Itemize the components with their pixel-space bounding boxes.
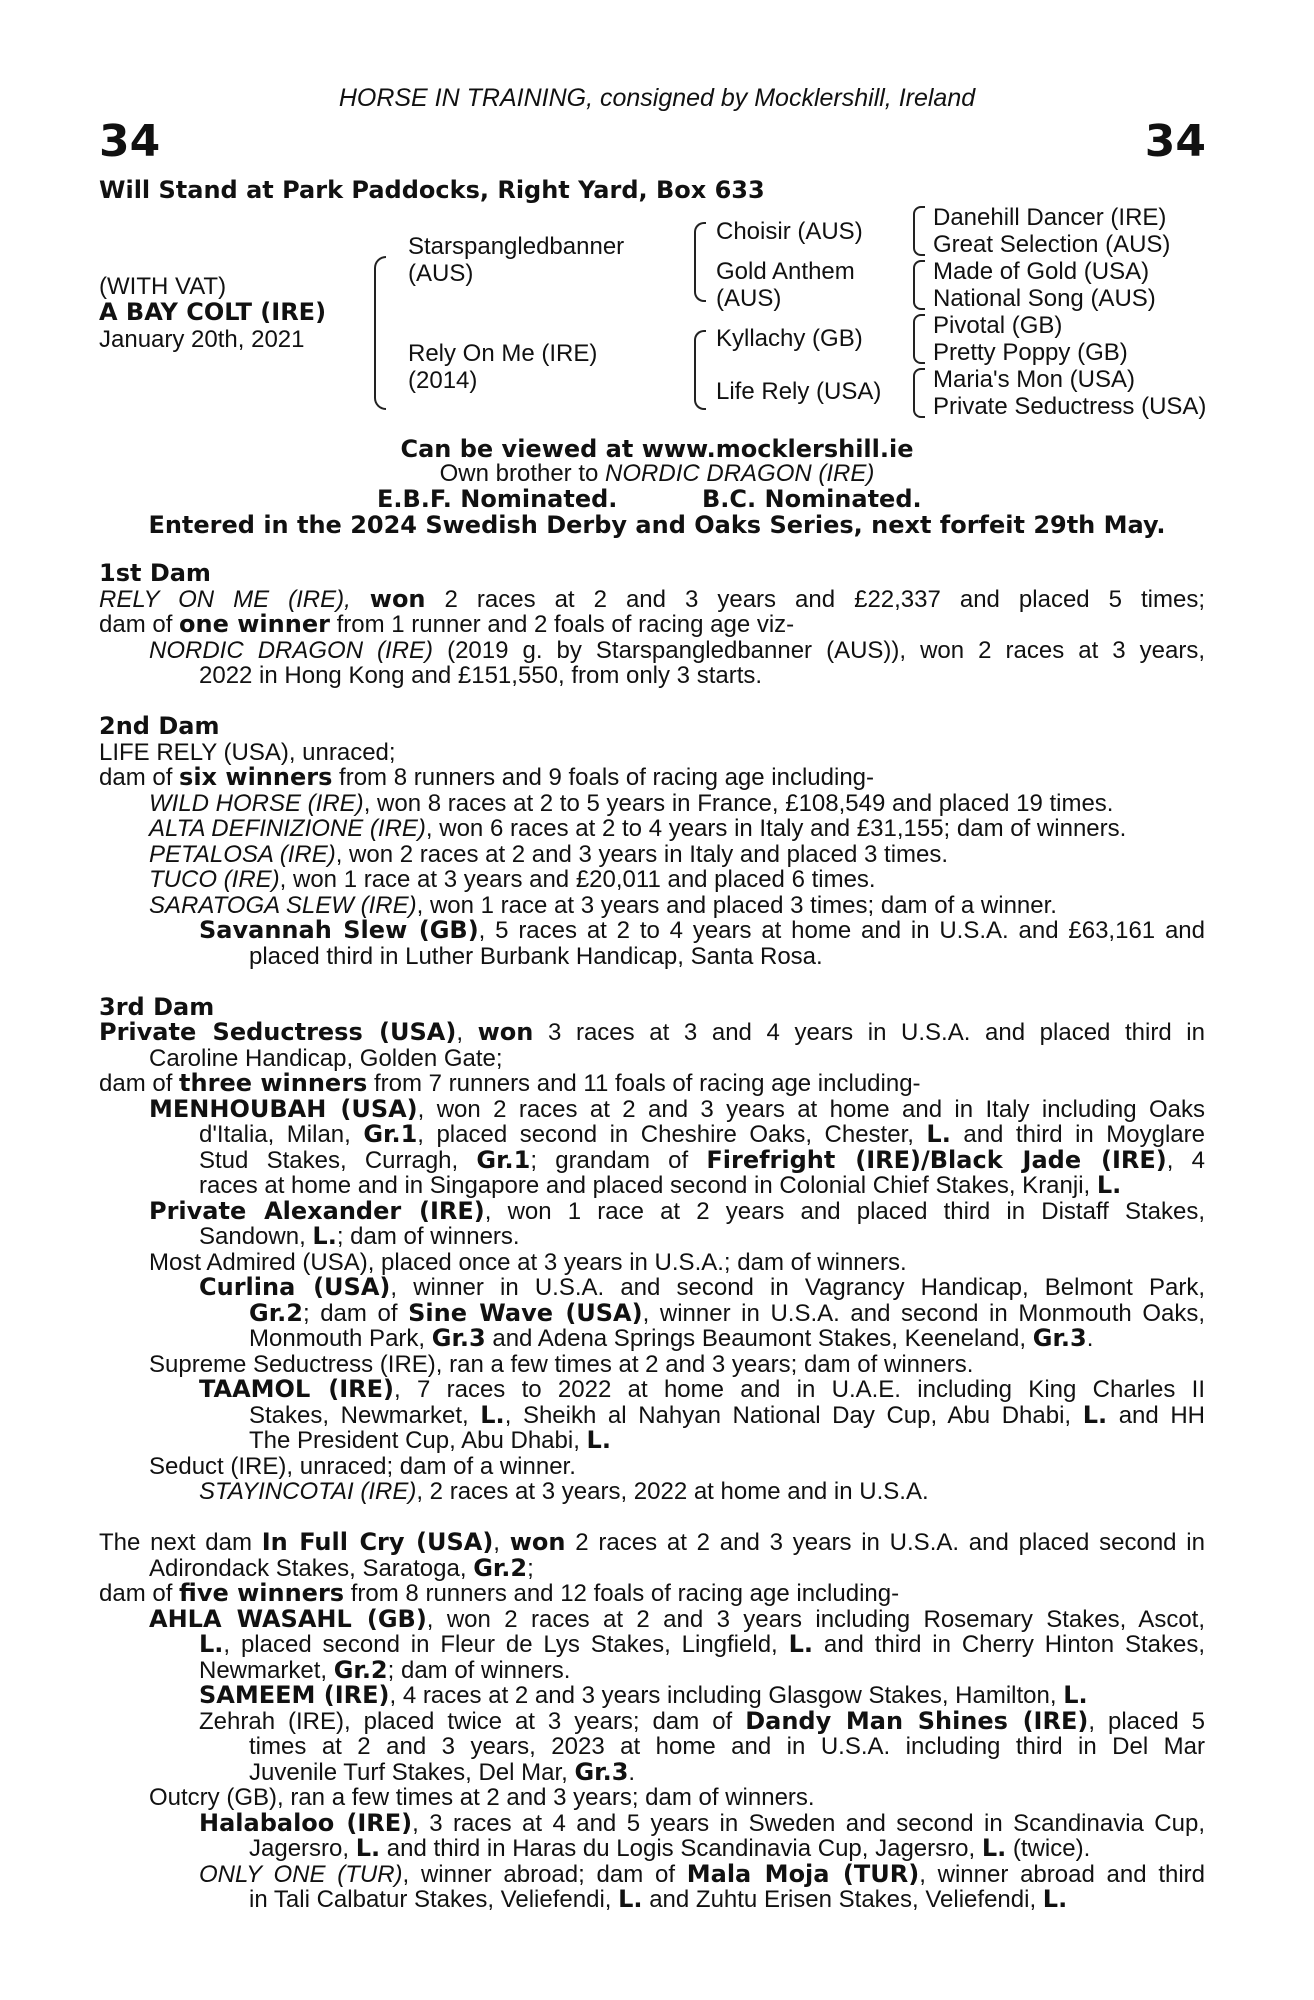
pedigree-brace-ss bbox=[913, 206, 925, 256]
horse-dob: January 20th, 2021 bbox=[99, 326, 305, 353]
second-dam-line: dam of six winners from 8 runners and 9 foals of racing age including- bbox=[99, 763, 875, 791]
ss-sire: Danehill Dancer (IRE) bbox=[933, 204, 1167, 231]
viewing-note: Can be viewed at www.mocklershill.ie bbox=[400, 435, 914, 463]
bc-nomination: B.C. Nominated. bbox=[702, 485, 922, 513]
brother-prefix: Own brother to bbox=[439, 460, 606, 487]
sd-dam: National Song (AUS) bbox=[933, 285, 1156, 312]
second-dam-line: ALTA DEFINIZIONE (IRE), won 6 races at 2 to 4 years in Italy and £31,155; dam of winners. bbox=[149, 815, 1127, 842]
sire-dam bbox=[716, 258, 855, 312]
third-dam-line: TAAMOL (IRE), 7 races to 2022 at home and in U.A.E. including King Charles II bbox=[199, 1375, 1205, 1403]
next-dam-line: Halabaloo (IRE), 3 races at 4 and 5 years in Sweden and second in Scandinavia Cup, bbox=[199, 1808, 1205, 1837]
vat-label: (WITH VAT) bbox=[99, 273, 227, 300]
first-dam-heading: 1st Dam bbox=[99, 559, 211, 587]
next-dam-line: in Tali Calbatur Stakes, Veliefendi, L. and Zuhtu Erisen Stakes, Veliefendi, L. bbox=[249, 1885, 1068, 1913]
third-dam-line: The President Cup, Abu Dhabi, L. bbox=[249, 1426, 611, 1454]
horse-name: A BAY COLT (IRE) bbox=[99, 298, 327, 326]
next-dam-line: times at 2 and 3 years, 2023 at home and in U.S.A. including third in Del Mar bbox=[249, 1733, 1205, 1760]
next-dam-line: AHLA WASAHL (GB), won 2 races at 2 and 3 years including Rosemary Stakes, Ascot, bbox=[149, 1604, 1206, 1633]
ds-dam: Pretty Poppy (GB) bbox=[933, 339, 1128, 366]
entries-note: Entered in the 2024 Swedish Derby and Oaks Series, next forfeit 29th May. bbox=[148, 511, 1166, 539]
third-dam-line: Most Admired (USA), placed once at 3 years in U.S.A.; dam of winners. bbox=[149, 1248, 907, 1276]
third-dam-line: Seduct (IRE), unraced; dam of a winner. bbox=[149, 1452, 576, 1480]
third-dam-line: races at home and in Singapore and placed second in Colonial Chief Stakes, Kranji, L. bbox=[199, 1171, 1122, 1199]
sire-dam-name: Gold Anthem bbox=[716, 258, 855, 285]
third-dam-line: Sandown, L.; dam of winners. bbox=[199, 1222, 520, 1250]
third-dam-line: STAYINCOTAI (IRE), 2 races at 3 years, 2022 at home and in U.S.A. bbox=[199, 1478, 929, 1505]
ss-dam: Great Selection (AUS) bbox=[933, 231, 1171, 258]
second-dam-line: PETALOSA (IRE), won 2 races at 2 and 3 years in Italy and placed 3 times. bbox=[149, 840, 949, 868]
next-dam-line: SAMEEM (IRE), 4 races at 2 and 3 years including Glasgow Stakes, Hamilton, L. bbox=[199, 1681, 1088, 1709]
next-dam-line: Zehrah (IRE), placed twice at 3 years; dam of Dandy Man Shines (IRE), placed 5 bbox=[199, 1706, 1206, 1735]
brother-note bbox=[0, 460, 1314, 488]
third-dam-heading: 3rd Dam bbox=[99, 992, 215, 1021]
next-dam-line: The next dam In Full Cry (USA), won 2 races at 2 and 3 years in U.S.A. and placed second in bbox=[99, 1528, 1205, 1556]
second-dam-line: placed third in Luther Burbank Handicap, Santa Rosa. bbox=[249, 942, 823, 970]
next-dam-line: L., placed second in Fleur de Lys Stakes, Lingfield, L. and third in Cherry Hinton Stakes, bbox=[199, 1630, 1206, 1658]
stand-location: Will Stand at Park Paddocks, Right Yard, Box 633 bbox=[99, 176, 765, 204]
first-dam-line: 2022 in Hong Kong and £151,550, from only 3 starts. bbox=[199, 662, 763, 689]
produce-record bbox=[99, 561, 1205, 1913]
second-dam-line: Savannah Slew (GB), 5 races at 2 to 4 years at home and in U.S.A. and £63,161 and bbox=[199, 916, 1205, 944]
next-dam-line: Newmarket, Gr.2; dam of winners. bbox=[199, 1655, 571, 1684]
third-dam-line: Stakes, Newmarket, L., Sheikh al Nahyan National Day Cup, Abu Dhabi, L. and HH bbox=[249, 1400, 1206, 1429]
dam bbox=[408, 340, 597, 394]
sd-sire: Made of Gold (USA) bbox=[933, 258, 1150, 285]
dam-year: (2014) bbox=[408, 367, 478, 394]
first-dam-line: dam of one winner from 1 runner and 2 foals of racing age viz- bbox=[99, 610, 795, 638]
second-dam-line: WILD HORSE (IRE), won 8 races at 2 to 5 years in France, £108,549 and placed 19 times. bbox=[149, 789, 1114, 817]
next-dam-line: dam of five winners from 8 runners and 12 foals of racing age including- bbox=[99, 1579, 900, 1607]
sire bbox=[408, 233, 624, 287]
sire-name: Starspangledbanner bbox=[408, 233, 625, 260]
third-dam-line: Curlina (USA), winner in U.S.A. and second in Vagrancy Handicap, Belmont Park, bbox=[199, 1273, 1205, 1301]
pedigree-brace-main bbox=[374, 256, 386, 410]
pedigree-brace-ds bbox=[913, 314, 925, 364]
third-dam-line: Private Seductress (USA), won 3 races at 3 and 4 years in U.S.A. and placed third in bbox=[99, 1018, 1205, 1046]
sire-sire: Choisir (AUS) bbox=[716, 218, 863, 245]
pedigree-brace-dam bbox=[694, 330, 706, 410]
next-dam-line: Jagersro, L. and third in Haras du Logis Scandinavia Cup, Jagersro, L. (twice). bbox=[249, 1834, 1091, 1862]
page-header: HORSE IN TRAINING, consigned by Mocklershill, Ireland bbox=[338, 84, 976, 112]
third-dam-line: Private Alexander (IRE), won 1 race at 2 years and placed third in Distaff Stakes, bbox=[149, 1196, 1205, 1225]
dam-name: Rely On Me (IRE) bbox=[408, 340, 598, 367]
second-dam-heading: 2nd Dam bbox=[99, 712, 220, 740]
third-dam-line: dam of three winners from 7 runners and 11 foals of racing age including- bbox=[99, 1069, 921, 1097]
pedigree-brace-sd bbox=[913, 260, 925, 310]
dam-sire: Kyllachy (GB) bbox=[716, 325, 863, 352]
sire-country: (AUS) bbox=[408, 260, 474, 287]
third-dam-line: Monmouth Park, Gr.3 and Adena Springs Beaumont Stakes, Keeneland, Gr.3. bbox=[249, 1324, 1094, 1352]
lot-number-right: 34 bbox=[1144, 116, 1206, 167]
sire-dam-country: (AUS) bbox=[716, 285, 782, 312]
next-dam-line: Outcry (GB), ran a few times at 2 and 3 years; dam of winners. bbox=[149, 1784, 815, 1811]
brother-name: NORDIC DRAGON (IRE) bbox=[605, 460, 875, 487]
pedigree-brace-dd bbox=[913, 368, 925, 418]
third-dam-line: Stud Stakes, Curragh, Gr.1; grandam of Firefright (IRE)/Black Jade (IRE), 4 bbox=[199, 1145, 1205, 1174]
ebf-nomination: E.B.F. Nominated. bbox=[377, 485, 618, 513]
dd-sire: Maria's Mon (USA) bbox=[933, 366, 1135, 393]
ds-sire: Pivotal (GB) bbox=[933, 312, 1063, 339]
second-dam-line: SARATOGA SLEW (IRE), won 1 race at 3 years and placed 3 times; dam of a winner. bbox=[149, 891, 1057, 919]
dam-dam: Life Rely (USA) bbox=[716, 378, 882, 405]
next-dam-line: Adirondack Stakes, Saratoga, Gr.2; bbox=[149, 1553, 534, 1582]
third-dam-line: Caroline Handicap, Golden Gate; bbox=[149, 1044, 503, 1072]
next-dam-line: ONLY ONE (TUR), winner abroad; dam of Mala Moja (TUR), winner abroad and third bbox=[199, 1859, 1206, 1888]
third-dam-line: MENHOUBAH (USA), won 2 races at 2 and 3 years at home and in Italy including Oaks bbox=[149, 1094, 1206, 1123]
second-dam-line: TUCO (IRE), won 1 race at 3 years and £20,011 and placed 6 times. bbox=[149, 866, 876, 893]
third-dam-line: d'Italia, Milan, Gr.1, placed second in Cheshire Oaks, Chester, L. and third in Moyglare bbox=[199, 1120, 1205, 1148]
third-dam-line: Supreme Seductress (IRE), ran a few times at 2 and 3 years; dam of winners. bbox=[149, 1350, 974, 1378]
dd-dam: Private Seductress (USA) bbox=[933, 393, 1207, 420]
third-dam-line: Gr.2; dam of Sine Wave (USA), winner in U.S.A. and second in Monmouth Oaks, bbox=[249, 1298, 1206, 1327]
second-dam-line: LIFE RELY (USA), unraced; bbox=[99, 738, 396, 766]
first-dam-line: RELY ON ME (IRE), won 2 races at 2 and 3 years and £22,337 and placed 5 times; bbox=[99, 584, 1206, 613]
first-dam-line: NORDIC DRAGON (IRE) (2019 g. by Starspangledbanner (AUS)), won 2 races at 3 years, bbox=[149, 636, 1205, 664]
next-dam-line: Juvenile Turf Stakes, Del Mar, Gr.3. bbox=[249, 1757, 636, 1786]
pedigree-brace-sire bbox=[694, 222, 706, 302]
lot-number-left: 34 bbox=[99, 116, 161, 167]
